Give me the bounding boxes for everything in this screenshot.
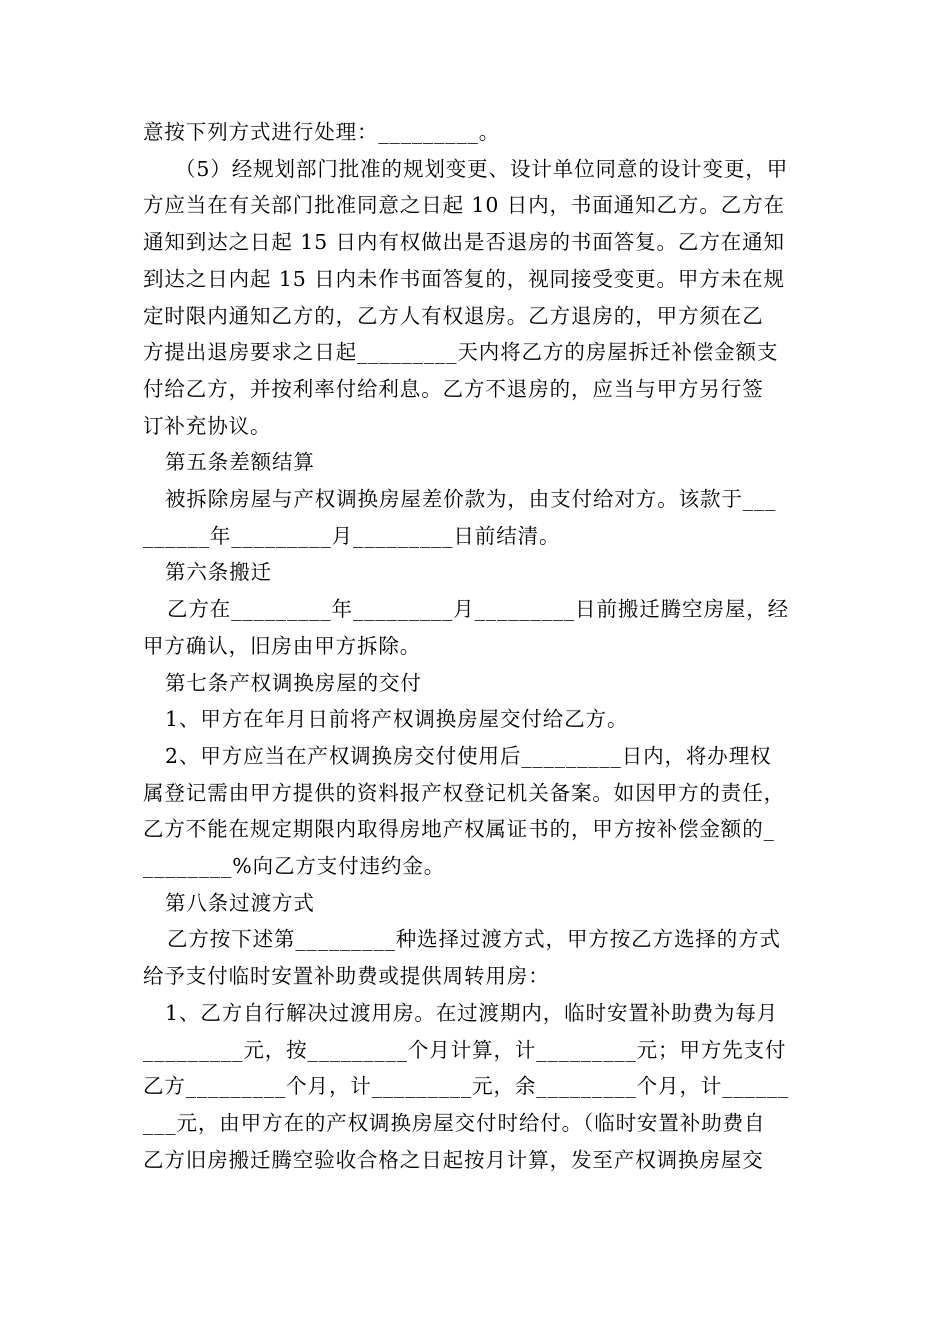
text-line: 乙方在_________年_________月_________日前搬迁腾空房屋，经 bbox=[167, 597, 790, 622]
text-line: （5）经规划部门批准的规划变更、设计单位同意的设计变更，甲 bbox=[175, 156, 789, 181]
text-line: 到达之日内起 15 日内未作书面答复的，视同接受变更。甲方未在规 bbox=[143, 266, 785, 291]
text-line: 1、甲方在年月日前将产权调换房屋交付给乙方。 bbox=[165, 707, 629, 732]
section-heading: 第六条搬迁 bbox=[165, 560, 272, 585]
text-line: 乙方不能在规定期限内取得房地产权属证书的，甲方按补偿金额的_ bbox=[143, 817, 775, 842]
text-line: 付给乙方，并按利率付给利息。乙方不退房的，应当与甲方另行签 bbox=[143, 376, 764, 401]
section-heading: 第八条过渡方式 bbox=[165, 890, 315, 915]
text-line: 乙方_________个月，计_________元，余_________个月，计______ bbox=[143, 1074, 790, 1099]
text-line: ________%向乙方支付违约金。 bbox=[143, 854, 446, 878]
text-line: 方提出退房要求之日起_________天内将乙方的房屋拆迁补偿金额支 bbox=[143, 340, 779, 365]
section-heading: 第七条产权调换房屋的交付 bbox=[165, 670, 422, 695]
text-line: 被拆除房屋与产权调换房屋差价款为，由支付给对方。该款于___ bbox=[165, 487, 777, 511]
text-line: 乙方旧房搬迁腾空验收合格之日起按月计算，发至产权调换房屋交 bbox=[143, 1147, 764, 1172]
text-line: _________元，按_________个月计算，计_________元；甲方先支付 bbox=[143, 1037, 787, 1062]
section-heading: 第五条差额结算 bbox=[165, 450, 315, 475]
text-line: 甲方确认，旧房由甲方拆除。 bbox=[143, 633, 422, 658]
text-line: 给予支付临时安置补助费或提供周转用房： bbox=[143, 964, 550, 989]
text-line: 2、甲方应当在产权调换房交付使用后_________日内，将办理权 bbox=[165, 743, 772, 768]
text-line: 1、乙方自行解决过渡用房。在过渡期内，临时安置补助费为每月 bbox=[165, 1000, 779, 1025]
text-line: 定时限内通知乙方的，乙方人有权退房。乙方退房的，甲方须在乙 bbox=[143, 303, 764, 328]
text-line: ___元，由甲方在的产权调换房屋交付时给付。（临时安置补助费自 bbox=[143, 1110, 766, 1135]
text-line: 方应当在有关部门批准同意之日起 10 日内，书面通知乙方。乙方在 bbox=[143, 193, 785, 218]
text-line: 属登记需由甲方提供的资料报产权登记机关备案。如因甲方的责任， bbox=[143, 780, 785, 805]
text-line: 意按下列方式进行处理：_________。 bbox=[143, 120, 501, 144]
text-line: ______年_________月_________日前结清。 bbox=[143, 523, 561, 548]
text-line: 乙方按下述第_________种选择过渡方式，甲方按乙方选择的方式 bbox=[167, 927, 781, 952]
text-line: 订补充协议。 bbox=[143, 413, 272, 438]
text-line: 通知到达之日起 15 日内有权做出是否退房的书面答复。乙方在通知 bbox=[143, 230, 785, 255]
